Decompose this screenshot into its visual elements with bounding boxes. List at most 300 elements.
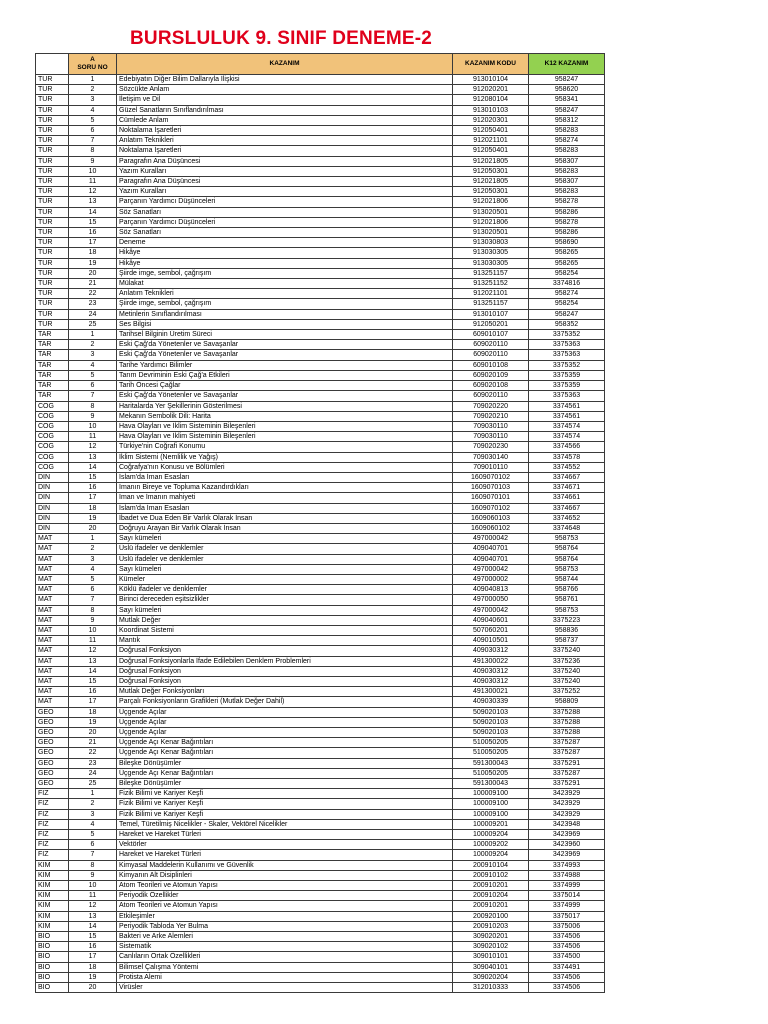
kazanim-kodu-cell: 200910203: [453, 921, 529, 931]
table-row: [36, 238, 605, 248]
kazanim-cell: Hareket ve Hareket Türleri: [117, 830, 453, 840]
soru-no-cell: 3: [69, 809, 117, 819]
ders-cell: TAR: [36, 381, 69, 391]
table-row: [36, 442, 605, 452]
table-row: [36, 187, 605, 197]
k12-kazanim-cell: 958283: [529, 187, 605, 197]
soru-no-cell: 14: [69, 207, 117, 217]
soru-no-cell: 16: [69, 687, 117, 697]
kazanim-cell: Tarihsel Bilginin Üretim Süreci: [117, 330, 453, 340]
table-row: [36, 95, 605, 105]
kazanim-cell: İmanın Bireye ve Topluma Kazandırdıkları: [117, 483, 453, 493]
kazanim-kodu-cell: 309020102: [453, 942, 529, 952]
soru-no-cell: 1: [69, 75, 117, 85]
k12-kazanim-cell: 3374648: [529, 523, 605, 533]
soru-no-cell: 5: [69, 830, 117, 840]
table-row: [36, 564, 605, 574]
kazanim-kodu-cell: 913030803: [453, 238, 529, 248]
soru-no-cell: 18: [69, 707, 117, 717]
soru-no-cell: 2: [69, 340, 117, 350]
k12-kazanim-cell: 3375288: [529, 707, 605, 717]
table-row: [36, 411, 605, 421]
kazanim-kodu-cell: 609010108: [453, 360, 529, 370]
table-row: [36, 319, 605, 329]
table-row: [36, 391, 605, 401]
table-row: [36, 85, 605, 95]
k12-kazanim-cell: 3374506: [529, 983, 605, 993]
k12-kazanim-cell: 3374561: [529, 411, 605, 421]
kazanim-kodu-cell: 912080104: [453, 95, 529, 105]
soru-no-cell: 11: [69, 891, 117, 901]
k12-kazanim-cell: 3375363: [529, 391, 605, 401]
table-row: [36, 513, 605, 523]
kazanim-kodu-cell: 510050205: [453, 748, 529, 758]
kazanim-cell: Hava Olayları ve İklim Sisteminin Bileşenleri: [117, 421, 453, 431]
kazanim-cell: İbadet ve Dua Eden Bir Varlık Olarak İnsan: [117, 513, 453, 523]
table-row: [36, 891, 605, 901]
k12-kazanim-cell: 3375352: [529, 360, 605, 370]
soru-no-cell: 6: [69, 585, 117, 595]
soru-no-cell: 8: [69, 401, 117, 411]
ders-cell: DIN: [36, 483, 69, 493]
soru-no-cell: 19: [69, 972, 117, 982]
ders-cell: COG: [36, 432, 69, 442]
soru-no-cell: 7: [69, 136, 117, 146]
soru-no-cell: 17: [69, 952, 117, 962]
kazanim-kodu-cell: 509020103: [453, 717, 529, 727]
kazanim-kodu-cell: 200910201: [453, 901, 529, 911]
kazanim-kodu-cell: 510050205: [453, 738, 529, 748]
table-row: [36, 707, 605, 717]
table-body: [36, 75, 605, 993]
kazanim-kodu-cell: 409030312: [453, 646, 529, 656]
kazanim-kodu-cell: 912021806: [453, 197, 529, 207]
header-ders: [36, 54, 69, 75]
kazanim-kodu-cell: 200910201: [453, 881, 529, 891]
k12-kazanim-cell: 958753: [529, 534, 605, 544]
kazanim-cell: Şiirde imge, sembol, çağrışım: [117, 268, 453, 278]
k12-kazanim-cell: 958283: [529, 166, 605, 176]
k12-kazanim-cell: 3375223: [529, 615, 605, 625]
table-row: [36, 126, 605, 136]
ders-cell: COG: [36, 401, 69, 411]
soru-no-cell: 3: [69, 554, 117, 564]
ders-cell: MAT: [36, 625, 69, 635]
k12-kazanim-cell: 3374506: [529, 972, 605, 982]
table-row: [36, 717, 605, 727]
kazanim-cell: Doğrusal Fonksiyon: [117, 666, 453, 676]
table-row: [36, 574, 605, 584]
ders-cell: COG: [36, 411, 69, 421]
kazanim-kodu-cell: 100009201: [453, 819, 529, 829]
kazanim-cell: Bilimsel Çalışma Yöntemi: [117, 962, 453, 972]
kazanim-cell: Tarım Devriminin Eski Çağ'a Etkileri: [117, 370, 453, 380]
table-row: [36, 625, 605, 635]
kazanim-kodu-cell: 609020109: [453, 370, 529, 380]
kazanim-cell: Hareket ve Hareket Türleri: [117, 850, 453, 860]
table-row: [36, 921, 605, 931]
kazanim-cell: Noktalama İşaretleri: [117, 126, 453, 136]
kazanim-kodu-cell: 309020204: [453, 972, 529, 982]
table-row: [36, 309, 605, 319]
table-row: [36, 881, 605, 891]
table-row: [36, 728, 605, 738]
ders-cell: TUR: [36, 309, 69, 319]
kazanim-kodu-cell: 591300043: [453, 758, 529, 768]
k12-kazanim-cell: 3375006: [529, 921, 605, 931]
soru-no-cell: 1: [69, 534, 117, 544]
ders-cell: FIZ: [36, 809, 69, 819]
ders-cell: MAT: [36, 554, 69, 564]
header-row: [36, 54, 605, 75]
kazanim-cell: Eski Çağ'da Yönetenler ve Savaşanlar: [117, 340, 453, 350]
k12-kazanim-cell: 958764: [529, 554, 605, 564]
ders-cell: MAT: [36, 534, 69, 544]
kazanim-kodu-cell: 912021805: [453, 156, 529, 166]
table-row: [36, 279, 605, 289]
kazanim-cell: Eski Çağ'da Yönetenler ve Savaşanlar: [117, 391, 453, 401]
kazanim-cell: Canlıların Ortak Özellikleri: [117, 952, 453, 962]
k12-kazanim-cell: 3375236: [529, 656, 605, 666]
ders-cell: MAT: [36, 574, 69, 584]
table-row: [36, 738, 605, 748]
k12-kazanim-cell: 3423969: [529, 830, 605, 840]
kazanim-cell: Fizik Bilimi ve Kariyer Keşfi: [117, 809, 453, 819]
soru-no-cell: 6: [69, 126, 117, 136]
k12-kazanim-cell: 3375287: [529, 748, 605, 758]
ders-cell: TUR: [36, 258, 69, 268]
ders-cell: MAT: [36, 687, 69, 697]
table-row: [36, 962, 605, 972]
kazanim-kodu-cell: 913010104: [453, 75, 529, 85]
k12-kazanim-cell: 958283: [529, 146, 605, 156]
soru-no-cell: 4: [69, 819, 117, 829]
ders-cell: MAT: [36, 564, 69, 574]
table-row: [36, 911, 605, 921]
k12-kazanim-cell: 958836: [529, 625, 605, 635]
kazanim-cell: Güzel Sanatların Sınıflandırılması: [117, 105, 453, 115]
ders-cell: KIM: [36, 921, 69, 931]
ders-cell: MAT: [36, 544, 69, 554]
kazanim-cell: Doğrusal Fonksiyon: [117, 646, 453, 656]
kazanim-cell: Vektörler: [117, 840, 453, 850]
soru-no-cell: 15: [69, 217, 117, 227]
ders-cell: TUR: [36, 289, 69, 299]
kazanim-kodu-cell: 409040701: [453, 544, 529, 554]
table-row: [36, 666, 605, 676]
table-row: [36, 676, 605, 686]
soru-no-cell: 18: [69, 962, 117, 972]
kazanim-kodu-cell: 709020210: [453, 411, 529, 421]
kazanim-kodu-cell: 1609060102: [453, 523, 529, 533]
kazanim-cell: Tarihe Yardımcı Bilimler: [117, 360, 453, 370]
kazanim-cell: Üçgende Açılar: [117, 728, 453, 738]
kazanim-kodu-cell: 497000042: [453, 605, 529, 615]
ders-cell: TAR: [36, 350, 69, 360]
table-row: [36, 901, 605, 911]
kazanim-cell: Kimyasal Maddelerin Kullanımı ve Güvenlik: [117, 860, 453, 870]
kazanim-kodu-cell: 1609060103: [453, 513, 529, 523]
ders-cell: FIZ: [36, 850, 69, 860]
soru-no-cell: 12: [69, 187, 117, 197]
table-row: [36, 136, 605, 146]
soru-no-cell: 8: [69, 146, 117, 156]
table-row: [36, 217, 605, 227]
kazanim-cell: Mutlak Değer: [117, 615, 453, 625]
table-row: [36, 779, 605, 789]
header-soru-no: [69, 54, 117, 75]
kazanim-kodu-cell: 200910102: [453, 870, 529, 880]
ders-cell: DIN: [36, 523, 69, 533]
table-row: [36, 360, 605, 370]
k12-kazanim-cell: 958744: [529, 574, 605, 584]
kazanim-kodu-cell: 913020501: [453, 228, 529, 238]
table-row: [36, 799, 605, 809]
soru-no-cell: 25: [69, 779, 117, 789]
kazanim-cell: Temel, Türetilmiş Nicelikler - Skaler, Vektörel Nicelikler: [117, 819, 453, 829]
kazanim-cell: Fizik Bilimi ve Kariyer Keşfi: [117, 789, 453, 799]
k12-kazanim-cell: 958247: [529, 75, 605, 85]
kazanim-cell: Noktalama İşaretleri: [117, 146, 453, 156]
kazanim-kodu-cell: 913010107: [453, 309, 529, 319]
ders-cell: TAR: [36, 360, 69, 370]
kazanim-kodu-cell: 507060201: [453, 625, 529, 635]
soru-no-cell: 19: [69, 513, 117, 523]
ders-cell: FIZ: [36, 819, 69, 829]
kazanim-kodu-cell: 1609070101: [453, 493, 529, 503]
soru-no-cell: 13: [69, 452, 117, 462]
ders-cell: TUR: [36, 95, 69, 105]
k12-kazanim-cell: 958312: [529, 115, 605, 125]
table-row: [36, 972, 605, 982]
kazanim-kodu-cell: 912021806: [453, 217, 529, 227]
table-row: [36, 840, 605, 850]
k12-kazanim-cell: 3375014: [529, 891, 605, 901]
table-row: [36, 983, 605, 993]
k12-kazanim-cell: 3374578: [529, 452, 605, 462]
ders-cell: GEO: [36, 748, 69, 758]
table-row: [36, 258, 605, 268]
k12-kazanim-cell: 958278: [529, 197, 605, 207]
soru-no-cell: 17: [69, 238, 117, 248]
table-row: [36, 758, 605, 768]
ders-cell: TUR: [36, 238, 69, 248]
soru-no-cell: 13: [69, 656, 117, 666]
ders-cell: TUR: [36, 136, 69, 146]
soru-no-cell: 10: [69, 881, 117, 891]
soru-no-cell: 4: [69, 105, 117, 115]
ders-cell: TUR: [36, 197, 69, 207]
kazanim-cell: Mutlak Değer Fonksiyonları: [117, 687, 453, 697]
kazanim-cell: Eski Çağ'da Yönetenler ve Savaşanlar: [117, 350, 453, 360]
kazanim-cell: Üslü ifadeler ve denklemler: [117, 554, 453, 564]
kazanim-kodu-cell: 709030140: [453, 452, 529, 462]
k12-kazanim-cell: 3374491: [529, 962, 605, 972]
ders-cell: BIO: [36, 983, 69, 993]
ders-cell: MAT: [36, 585, 69, 595]
soru-no-cell: 9: [69, 411, 117, 421]
kazanim-cell: Söz Sanatları: [117, 207, 453, 217]
ders-cell: TUR: [36, 115, 69, 125]
k12-kazanim-cell: 958247: [529, 105, 605, 115]
kazanim-kodu-cell: 409030312: [453, 666, 529, 676]
ders-cell: TUR: [36, 85, 69, 95]
kazanim-cell: İletişim ve Dil: [117, 95, 453, 105]
soru-no-cell: 7: [69, 391, 117, 401]
ders-cell: DIN: [36, 503, 69, 513]
soru-no-cell: 1: [69, 330, 117, 340]
soru-no-cell: 7: [69, 595, 117, 605]
soru-no-cell: 5: [69, 574, 117, 584]
soru-no-cell: 5: [69, 115, 117, 125]
kazanim-kodu-cell: 409040701: [453, 554, 529, 564]
table-row: [36, 268, 605, 278]
ders-cell: FIZ: [36, 799, 69, 809]
kazanim-cell: Paragrafın Ana Düşüncesi: [117, 177, 453, 187]
kazanim-kodu-cell: 709020230: [453, 442, 529, 452]
kazanim-kodu-cell: 497000050: [453, 595, 529, 605]
k12-kazanim-cell: 958274: [529, 289, 605, 299]
kazanim-cell: İslam'da İman Esasları: [117, 503, 453, 513]
soru-no-cell: 23: [69, 758, 117, 768]
kazanim-kodu-cell: 100009202: [453, 840, 529, 850]
ders-cell: GEO: [36, 738, 69, 748]
soru-no-cell: 25: [69, 319, 117, 329]
table-row: [36, 768, 605, 778]
kazanim-cell: Doğrusal Fonksiyonlarla İfade Edilebilen Denklem Problemleri: [117, 656, 453, 666]
k12-kazanim-cell: 958254: [529, 299, 605, 309]
ders-cell: COG: [36, 462, 69, 472]
soru-no-cell: 18: [69, 248, 117, 258]
soru-no-cell: 13: [69, 197, 117, 207]
ders-cell: TAR: [36, 340, 69, 350]
ders-cell: MAT: [36, 595, 69, 605]
kazanim-kodu-cell: 609020108: [453, 381, 529, 391]
ders-cell: GEO: [36, 779, 69, 789]
k12-kazanim-cell: 958764: [529, 544, 605, 554]
kazanim-cell: Birinci dereceden eşitsizlikler: [117, 595, 453, 605]
k12-kazanim-cell: 958286: [529, 228, 605, 238]
soru-no-cell: 10: [69, 166, 117, 176]
kazanim-cell: Bileşke Dönüşümler: [117, 779, 453, 789]
table-row: [36, 248, 605, 258]
kazanim-cell: Hava Olayları ve İklim Sisteminin Bileşenleri: [117, 432, 453, 442]
soru-no-cell: 4: [69, 564, 117, 574]
table-row: [36, 462, 605, 472]
kazanim-cell: Deneme: [117, 238, 453, 248]
kazanim-kodu-cell: 913010103: [453, 105, 529, 115]
ders-cell: TAR: [36, 391, 69, 401]
kazanim-cell: Sayı kümeleri: [117, 534, 453, 544]
kazanim-kodu-cell: 100009100: [453, 789, 529, 799]
table-row: [36, 340, 605, 350]
kazanim-cell: Sayı kümeleri: [117, 564, 453, 574]
kazanim-kodu-cell: 912021805: [453, 177, 529, 187]
kazanim-kodu-cell: 913251157: [453, 268, 529, 278]
kazanim-kodu-cell: 709030110: [453, 421, 529, 431]
soru-no-cell: 7: [69, 850, 117, 860]
table-row: [36, 330, 605, 340]
kazanim-kodu-cell: 709020220: [453, 401, 529, 411]
kazanim-cell: Mekanın Sembolik Dili: Harita: [117, 411, 453, 421]
ders-cell: BIO: [36, 932, 69, 942]
kazanim-cell: Hikâye: [117, 248, 453, 258]
k12-kazanim-cell: 3374574: [529, 432, 605, 442]
k12-kazanim-cell: 3374816: [529, 279, 605, 289]
ders-cell: GEO: [36, 717, 69, 727]
soru-no-cell: 20: [69, 728, 117, 738]
ders-cell: GEO: [36, 707, 69, 717]
kazanim-kodu-cell: 312010333: [453, 983, 529, 993]
table-row: [36, 75, 605, 85]
table-row: [36, 401, 605, 411]
k12-kazanim-cell: 3375240: [529, 646, 605, 656]
soru-no-cell: 14: [69, 462, 117, 472]
k12-kazanim-cell: 958753: [529, 605, 605, 615]
kazanim-cell: Mantık: [117, 636, 453, 646]
soru-no-cell: 8: [69, 605, 117, 615]
ders-cell: TUR: [36, 156, 69, 166]
k12-kazanim-cell: 3374667: [529, 503, 605, 513]
header-kazanim: KAZANIM: [117, 54, 453, 75]
ders-cell: FIZ: [36, 789, 69, 799]
kazanim-kodu-cell: 1609070102: [453, 503, 529, 513]
table-row: [36, 615, 605, 625]
k12-kazanim-cell: 958761: [529, 595, 605, 605]
k12-kazanim-cell: 3374574: [529, 421, 605, 431]
kazanim-kodu-cell: 200910104: [453, 860, 529, 870]
kazanim-kodu-cell: 913020501: [453, 207, 529, 217]
k12-kazanim-cell: 3423929: [529, 809, 605, 819]
k12-kazanim-cell: 3375240: [529, 676, 605, 686]
k12-kazanim-cell: 3423929: [529, 799, 605, 809]
k12-kazanim-cell: 3375288: [529, 717, 605, 727]
ders-cell: KIM: [36, 911, 69, 921]
soru-no-cell: 20: [69, 523, 117, 533]
kazanim-kodu-cell: 409040601: [453, 615, 529, 625]
table-row: [36, 697, 605, 707]
kazanim-cell: Doğrusal Fonksiyon: [117, 676, 453, 686]
k12-kazanim-cell: 958809: [529, 697, 605, 707]
kazanim-cell: İklim Sistemi (Nemlilik ve Yağış): [117, 452, 453, 462]
kazanim-cell: Üçgende Açı Kenar Bağıntıları: [117, 738, 453, 748]
ders-cell: COG: [36, 421, 69, 431]
kazanim-kodu-cell: 200920100: [453, 911, 529, 921]
ders-cell: FIZ: [36, 830, 69, 840]
kazanim-kodu-cell: 497000042: [453, 534, 529, 544]
kazanim-kodu-cell: 1609070102: [453, 472, 529, 482]
ders-cell: DIN: [36, 493, 69, 503]
kazanim-kodu-cell: 100009100: [453, 809, 529, 819]
kazanim-cell: Anlatım Teknikleri: [117, 289, 453, 299]
kazanim-cell: Coğrafya'nın Konusu ve Bölümleri: [117, 462, 453, 472]
table-row: [36, 299, 605, 309]
k12-kazanim-cell: 3374999: [529, 881, 605, 891]
kazanim-kodu-cell: 912020201: [453, 85, 529, 95]
kazanim-cell: Metinlerin Sınıflandırılması: [117, 309, 453, 319]
kazanim-cell: Atom Teorileri ve Atomun Yapısı: [117, 901, 453, 911]
kazanim-cell: Etkileşimler: [117, 911, 453, 921]
soru-no-cell: 10: [69, 625, 117, 635]
ders-cell: BIO: [36, 952, 69, 962]
table-row: [36, 197, 605, 207]
soru-no-cell: 2: [69, 85, 117, 95]
table-row: [36, 432, 605, 442]
soru-no-cell: 22: [69, 289, 117, 299]
k12-kazanim-cell: 3374566: [529, 442, 605, 452]
ders-cell: MAT: [36, 697, 69, 707]
kazanim-kodu-cell: 912020301: [453, 115, 529, 125]
